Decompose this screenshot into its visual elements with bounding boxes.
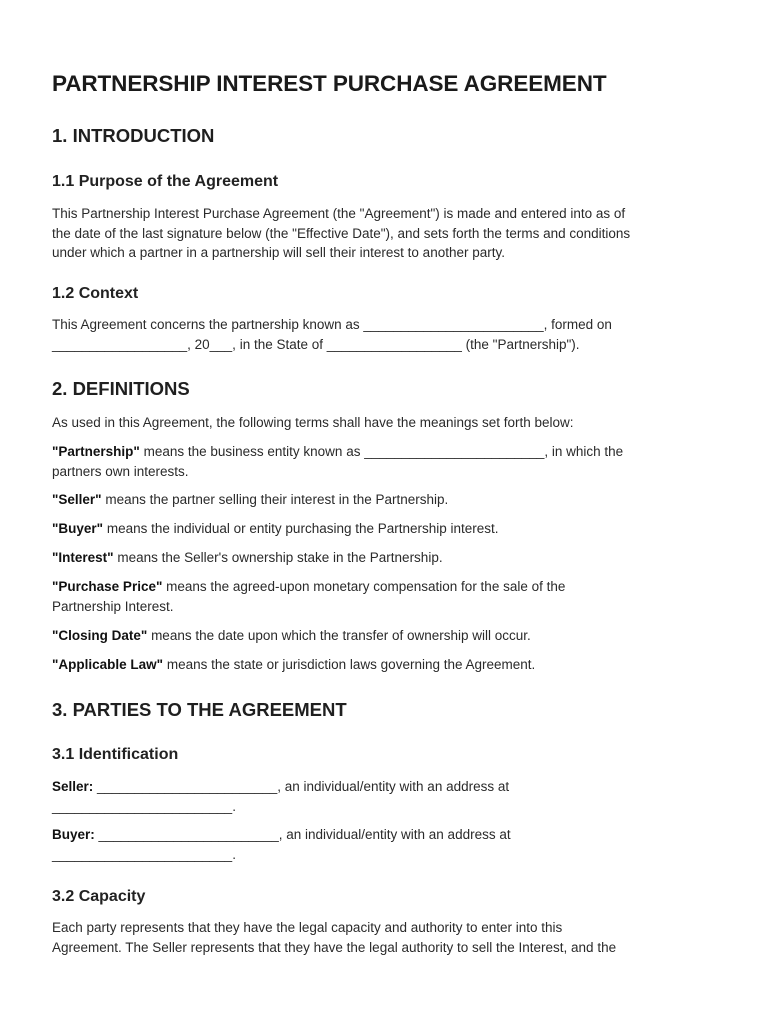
seller-line-1: ________________________, an individual/entity with an address at (93, 779, 510, 794)
definition-item (52, 655, 535, 675)
definition-text-line-1: means the date upon which the transfer of ownership will occur. (147, 628, 531, 643)
capacity-paragraph (52, 918, 616, 957)
definition-term: "Interest" (52, 550, 114, 565)
context-line-1: This Agreement concerns the partnership known as ________________________, formed on (52, 317, 612, 332)
definition-item (52, 577, 565, 616)
definition-text-line-1: means the Seller's ownership stake in the Partnership. (113, 550, 443, 565)
purpose-line-1: This Partnership Interest Purchase Agreement (the "Agreement") is made and entered into as of (52, 206, 626, 221)
buyer-line-2: ________________________. (52, 846, 236, 862)
section-heading-definitions: 2. DEFINITIONS (52, 378, 190, 399)
buyer-line-1: ________________________, an individual/entity with an address at (94, 827, 511, 842)
capacity-line-1: Each party represents that they have the legal capacity and authority to enter into this (52, 920, 563, 935)
definition-term: "Partnership" (52, 444, 140, 459)
context-line-2: __________________, 20___, in the State of __________________ (the "Partnership"). (52, 336, 580, 352)
definition-item (52, 519, 499, 539)
definition-item (52, 490, 448, 510)
subsection-heading-purpose: 1.1 Purpose of the Agreement (52, 173, 279, 190)
definition-term: "Closing Date" (52, 628, 148, 643)
definition-text-line-1: means the partner selling their interest in the Partnership. (101, 492, 449, 507)
definition-item (52, 442, 623, 481)
definitions-intro: As used in this Agreement, the following terms shall have the meanings set forth below: (52, 415, 574, 430)
capacity-line-2: Agreement. The Seller represents that they have the legal authority to sell the Interest, and the (52, 939, 617, 955)
section-heading-parties: 3. PARTIES TO THE AGREEMENT (52, 699, 347, 720)
definition-text-line-1: means the state or jurisdiction laws governing the Agreement. (163, 657, 536, 672)
definition-text-line-2: Partnership Interest. (52, 598, 174, 614)
definition-term: "Applicable Law" (52, 657, 164, 672)
definition-item (52, 548, 443, 568)
definition-text-line-1: means the individual or entity purchasing the Partnership interest. (103, 521, 499, 536)
document-title: PARTNERSHIP INTEREST PURCHASE AGREEMENT (52, 71, 607, 96)
context-paragraph (52, 315, 612, 354)
definition-term: "Seller" (52, 492, 102, 507)
subsection-heading-identification: 3.1 Identification (52, 746, 179, 763)
definition-term: "Buyer" (52, 521, 104, 536)
seller-identification (52, 777, 509, 816)
definition-item (52, 626, 531, 646)
subsection-heading-capacity: 3.2 Capacity (52, 888, 146, 905)
section-heading-introduction: 1. INTRODUCTION (52, 125, 215, 146)
buyer-identification (52, 825, 511, 864)
purpose-line-2: the date of the last signature below (the "Effective Date"), and sets forth the terms and conditions (52, 225, 631, 241)
definition-text-line-1: means the business entity known as ________________________, in which the (139, 444, 624, 459)
purpose-line-3: under which a partner in a partnership will sell their interest to another party. (52, 245, 505, 260)
definition-text-line-2: partners own interests. (52, 463, 189, 479)
seller-line-2: ________________________. (52, 798, 236, 814)
purpose-paragraph (52, 204, 630, 263)
seller-label: Seller: (52, 779, 94, 794)
definition-term: "Purchase Price" (52, 579, 163, 594)
subsection-heading-context: 1.2 Context (52, 285, 139, 302)
buyer-label: Buyer: (52, 827, 95, 842)
definition-text-line-1: means the agreed-upon monetary compensation for the sale of the (162, 579, 566, 594)
